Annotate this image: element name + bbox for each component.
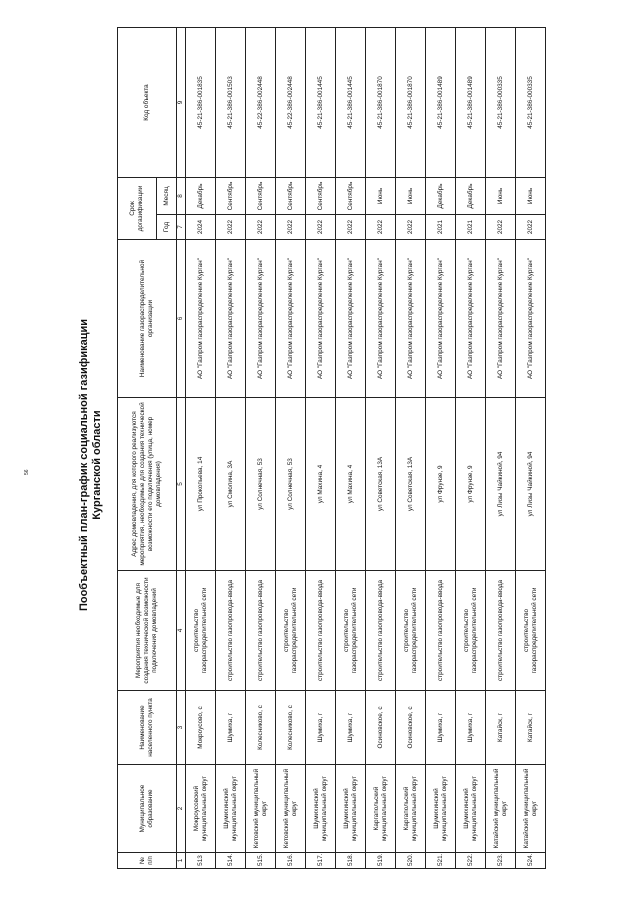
table-row — [336, 28, 366, 869]
row-municipality: Шумихинский муниципальный округ — [456, 765, 486, 853]
table-row — [396, 28, 426, 869]
column-index: 3 — [177, 691, 186, 765]
row-address: ул Фрунзе, 9 — [426, 398, 456, 571]
row-number: 522. — [456, 853, 486, 869]
row-month: Июнь — [396, 178, 426, 215]
row-gdo: АО "Газпром газораспределение Курган" — [366, 240, 396, 398]
row-address: ул Солнечная, 53 — [246, 398, 276, 571]
row-month: Июнь — [516, 178, 546, 215]
header-settlement: Наименование населенного пункта — [118, 691, 177, 765]
row-gdo: АО "Газпром газораспределение Курган" — [336, 240, 366, 398]
row-number: 519. — [366, 853, 396, 869]
row-number: 517. — [306, 853, 336, 869]
row-municipality: Шумихинский муниципальный округ — [336, 765, 366, 853]
row-month: Сентябрь — [216, 178, 246, 215]
row-address: ул Советская, 13А — [396, 398, 426, 571]
table-row — [366, 28, 396, 869]
row-number: 515. — [246, 853, 276, 869]
row-address: ул Лизы Чайкиной, 94 — [486, 398, 516, 571]
header-num: № п/п — [118, 853, 177, 869]
row-object-code: 45-22-386-002448 — [246, 28, 276, 178]
row-measures: строительство газопровода-ввода — [426, 571, 456, 691]
row-gdo: АО "Газпром газораспределение Курган" — [516, 240, 546, 398]
table-row — [246, 28, 276, 869]
column-index-row — [177, 28, 186, 869]
header-address: Адрес домовладения, для которого реализуются мероприятия, необходимые для создания технической возможности его подключения (улица, номер домовладения) — [118, 398, 177, 571]
gasification-schedule-table — [117, 27, 546, 869]
row-object-code: 45-21-386-001503 — [216, 28, 246, 178]
row-address: ул Смолина, 3А — [216, 398, 246, 571]
document-title: Пообъектный план-график социальной газификации — [78, 318, 90, 612]
row-year: 2022 — [306, 215, 336, 240]
header-gdo: Наименование газораспределительной организации — [118, 240, 177, 398]
row-object-code: 45-21-386-001835 — [186, 28, 216, 178]
row-settlement: Катайск, г — [516, 691, 546, 765]
table-row — [486, 28, 516, 869]
row-municipality: Катайский муниципальный округ — [486, 765, 516, 853]
row-municipality: Каргапольский муниципальный округ — [396, 765, 426, 853]
row-settlement: Шумиха, г — [336, 691, 366, 765]
row-gdo: АО "Газпром газораспределение Курган" — [276, 240, 306, 398]
table-row — [306, 28, 336, 869]
row-year: 2022 — [396, 215, 426, 240]
row-number: 518. — [336, 853, 366, 869]
row-object-code: 45-21-386-001489 — [456, 28, 486, 178]
row-object-code: 45-21-386-001445 — [306, 28, 336, 178]
header-measures: Мероприятия необходимые для создания технической возможности подключения домовладений — [118, 571, 177, 691]
row-object-code: 45-22-386-002448 — [276, 28, 306, 178]
row-settlement: Колесниково, с — [246, 691, 276, 765]
row-measures: строительство газораспределительной сети — [186, 571, 216, 691]
row-month: Сентябрь — [336, 178, 366, 215]
table-row — [516, 28, 546, 869]
row-gdo: АО "Газпром газораспределение Курган" — [486, 240, 516, 398]
table-row — [276, 28, 306, 869]
document-subtitle: Курганской области — [91, 410, 103, 520]
row-month: Декабрь — [456, 178, 486, 215]
table-body — [186, 28, 546, 869]
row-settlement: Шумиха, г — [456, 691, 486, 765]
row-year: 2022 — [246, 215, 276, 240]
row-month: Сентябрь — [246, 178, 276, 215]
header-month: Месяц — [157, 178, 177, 215]
table-row — [216, 28, 246, 869]
row-measures: строительство газораспределительной сети — [516, 571, 546, 691]
row-gdo: АО "Газпром газораспределение Курган" — [186, 240, 216, 398]
row-object-code: 45-21-386-000335 — [486, 28, 516, 178]
page-number: 56 — [24, 469, 30, 475]
row-address: ул Прокопьева, 14 — [186, 398, 216, 571]
row-number: 520. — [396, 853, 426, 869]
row-year: 2021 — [456, 215, 486, 240]
row-year: 2022 — [276, 215, 306, 240]
row-municipality: Мокроусовский муниципальный округ — [186, 765, 216, 853]
column-index: 7 — [177, 215, 186, 240]
row-year: 2022 — [486, 215, 516, 240]
row-gdo: АО "Газпром газораспределение Курган" — [306, 240, 336, 398]
row-measures: строительство газораспределительной сети — [456, 571, 486, 691]
column-index: 8 — [177, 178, 186, 215]
header-year: Год — [157, 215, 177, 240]
row-number: 514. — [216, 853, 246, 869]
row-number: 524. — [516, 853, 546, 869]
row-number: 523. — [486, 853, 516, 869]
row-measures: строительство газораспределительной сети — [396, 571, 426, 691]
column-index: 4 — [177, 571, 186, 691]
row-address: ул Махина, 4 — [336, 398, 366, 571]
row-measures: строительство газораспределительной сети — [276, 571, 306, 691]
table-row — [186, 28, 216, 869]
row-gdo: АО "Газпром газораспределение Курган" — [216, 240, 246, 398]
row-measures: строительство газопровода-ввода — [486, 571, 516, 691]
row-month: Июнь — [366, 178, 396, 215]
row-number: 521. — [426, 853, 456, 869]
row-address: ул Солнечная, 53 — [276, 398, 306, 571]
column-index: 2 — [177, 765, 186, 853]
row-settlement: Осиновское, с — [366, 691, 396, 765]
row-address: ул Советская, 13А — [366, 398, 396, 571]
row-municipality: Шумихинский муниципальный округ — [426, 765, 456, 853]
row-measures: строительство газопровода-ввода — [246, 571, 276, 691]
row-year: 2022 — [516, 215, 546, 240]
row-municipality: Каргапольский муниципальный округ — [366, 765, 396, 853]
row-month: Декабрь — [186, 178, 216, 215]
column-index: 5 — [177, 398, 186, 571]
row-object-code: 45-21-386-001445 — [336, 28, 366, 178]
header-municipality: Муниципальное образование — [118, 765, 177, 853]
row-object-code: 45-21-386-001870 — [366, 28, 396, 178]
row-measures: строительство газопровода-ввода — [306, 571, 336, 691]
row-municipality: Шумихинский муниципальный округ — [306, 765, 336, 853]
column-index: 9 — [177, 28, 186, 178]
row-month: Июнь — [486, 178, 516, 215]
row-address: ул Лизы Чайкиной, 94 — [516, 398, 546, 571]
row-settlement: Шумиха, г — [216, 691, 246, 765]
row-measures: строительство газораспределительной сети — [336, 571, 366, 691]
row-month: Сентябрь — [306, 178, 336, 215]
row-settlement: Шумиха, г — [306, 691, 336, 765]
row-year: 2021 — [426, 215, 456, 240]
row-year: 2022 — [336, 215, 366, 240]
column-index: 6 — [177, 240, 186, 398]
row-year: 2024 — [186, 215, 216, 240]
row-gdo: АО "Газпром газораспределение Курган" — [246, 240, 276, 398]
row-settlement: Осиновское, с — [396, 691, 426, 765]
row-number: 516. — [276, 853, 306, 869]
column-index: 1 — [177, 853, 186, 869]
row-settlement: Катайск, г — [486, 691, 516, 765]
row-municipality: Катайский муниципальный округ — [516, 765, 546, 853]
row-measures: строительство газопровода-ввода — [216, 571, 246, 691]
row-year: 2022 — [216, 215, 246, 240]
row-municipality: Кетовский муниципальный округ — [276, 765, 306, 853]
header-deadline: Срок догазификации — [118, 178, 157, 240]
header-object-code: Код объекта — [118, 28, 177, 178]
row-address: ул Махина, 4 — [306, 398, 336, 571]
row-measures: строительство газопровода-ввода — [366, 571, 396, 691]
row-number: 513 — [186, 853, 216, 869]
row-year: 2022 — [366, 215, 396, 240]
row-settlement: Шумиха, г — [426, 691, 456, 765]
row-object-code: 45-21-386-001870 — [396, 28, 426, 178]
row-gdo: АО "Газпром газораспределение Курган" — [426, 240, 456, 398]
row-object-code: 45-21-386-000335 — [516, 28, 546, 178]
row-gdo: АО "Газпром газораспределение Курган" — [396, 240, 426, 398]
table-row — [426, 28, 456, 869]
row-month: Декабрь — [426, 178, 456, 215]
row-settlement: Колесниково, с — [276, 691, 306, 765]
row-municipality: Шумихинский муниципальный округ — [216, 765, 246, 853]
table-row — [456, 28, 486, 869]
row-address: ул Фрунзе, 9 — [456, 398, 486, 571]
row-gdo: АО "Газпром газораспределение Курган" — [456, 240, 486, 398]
row-month: Сентябрь — [276, 178, 306, 215]
row-object-code: 45-21-386-001489 — [426, 28, 456, 178]
row-municipality: Кетовский муниципальный округ — [246, 765, 276, 853]
row-settlement: Мокроусово, с — [186, 691, 216, 765]
